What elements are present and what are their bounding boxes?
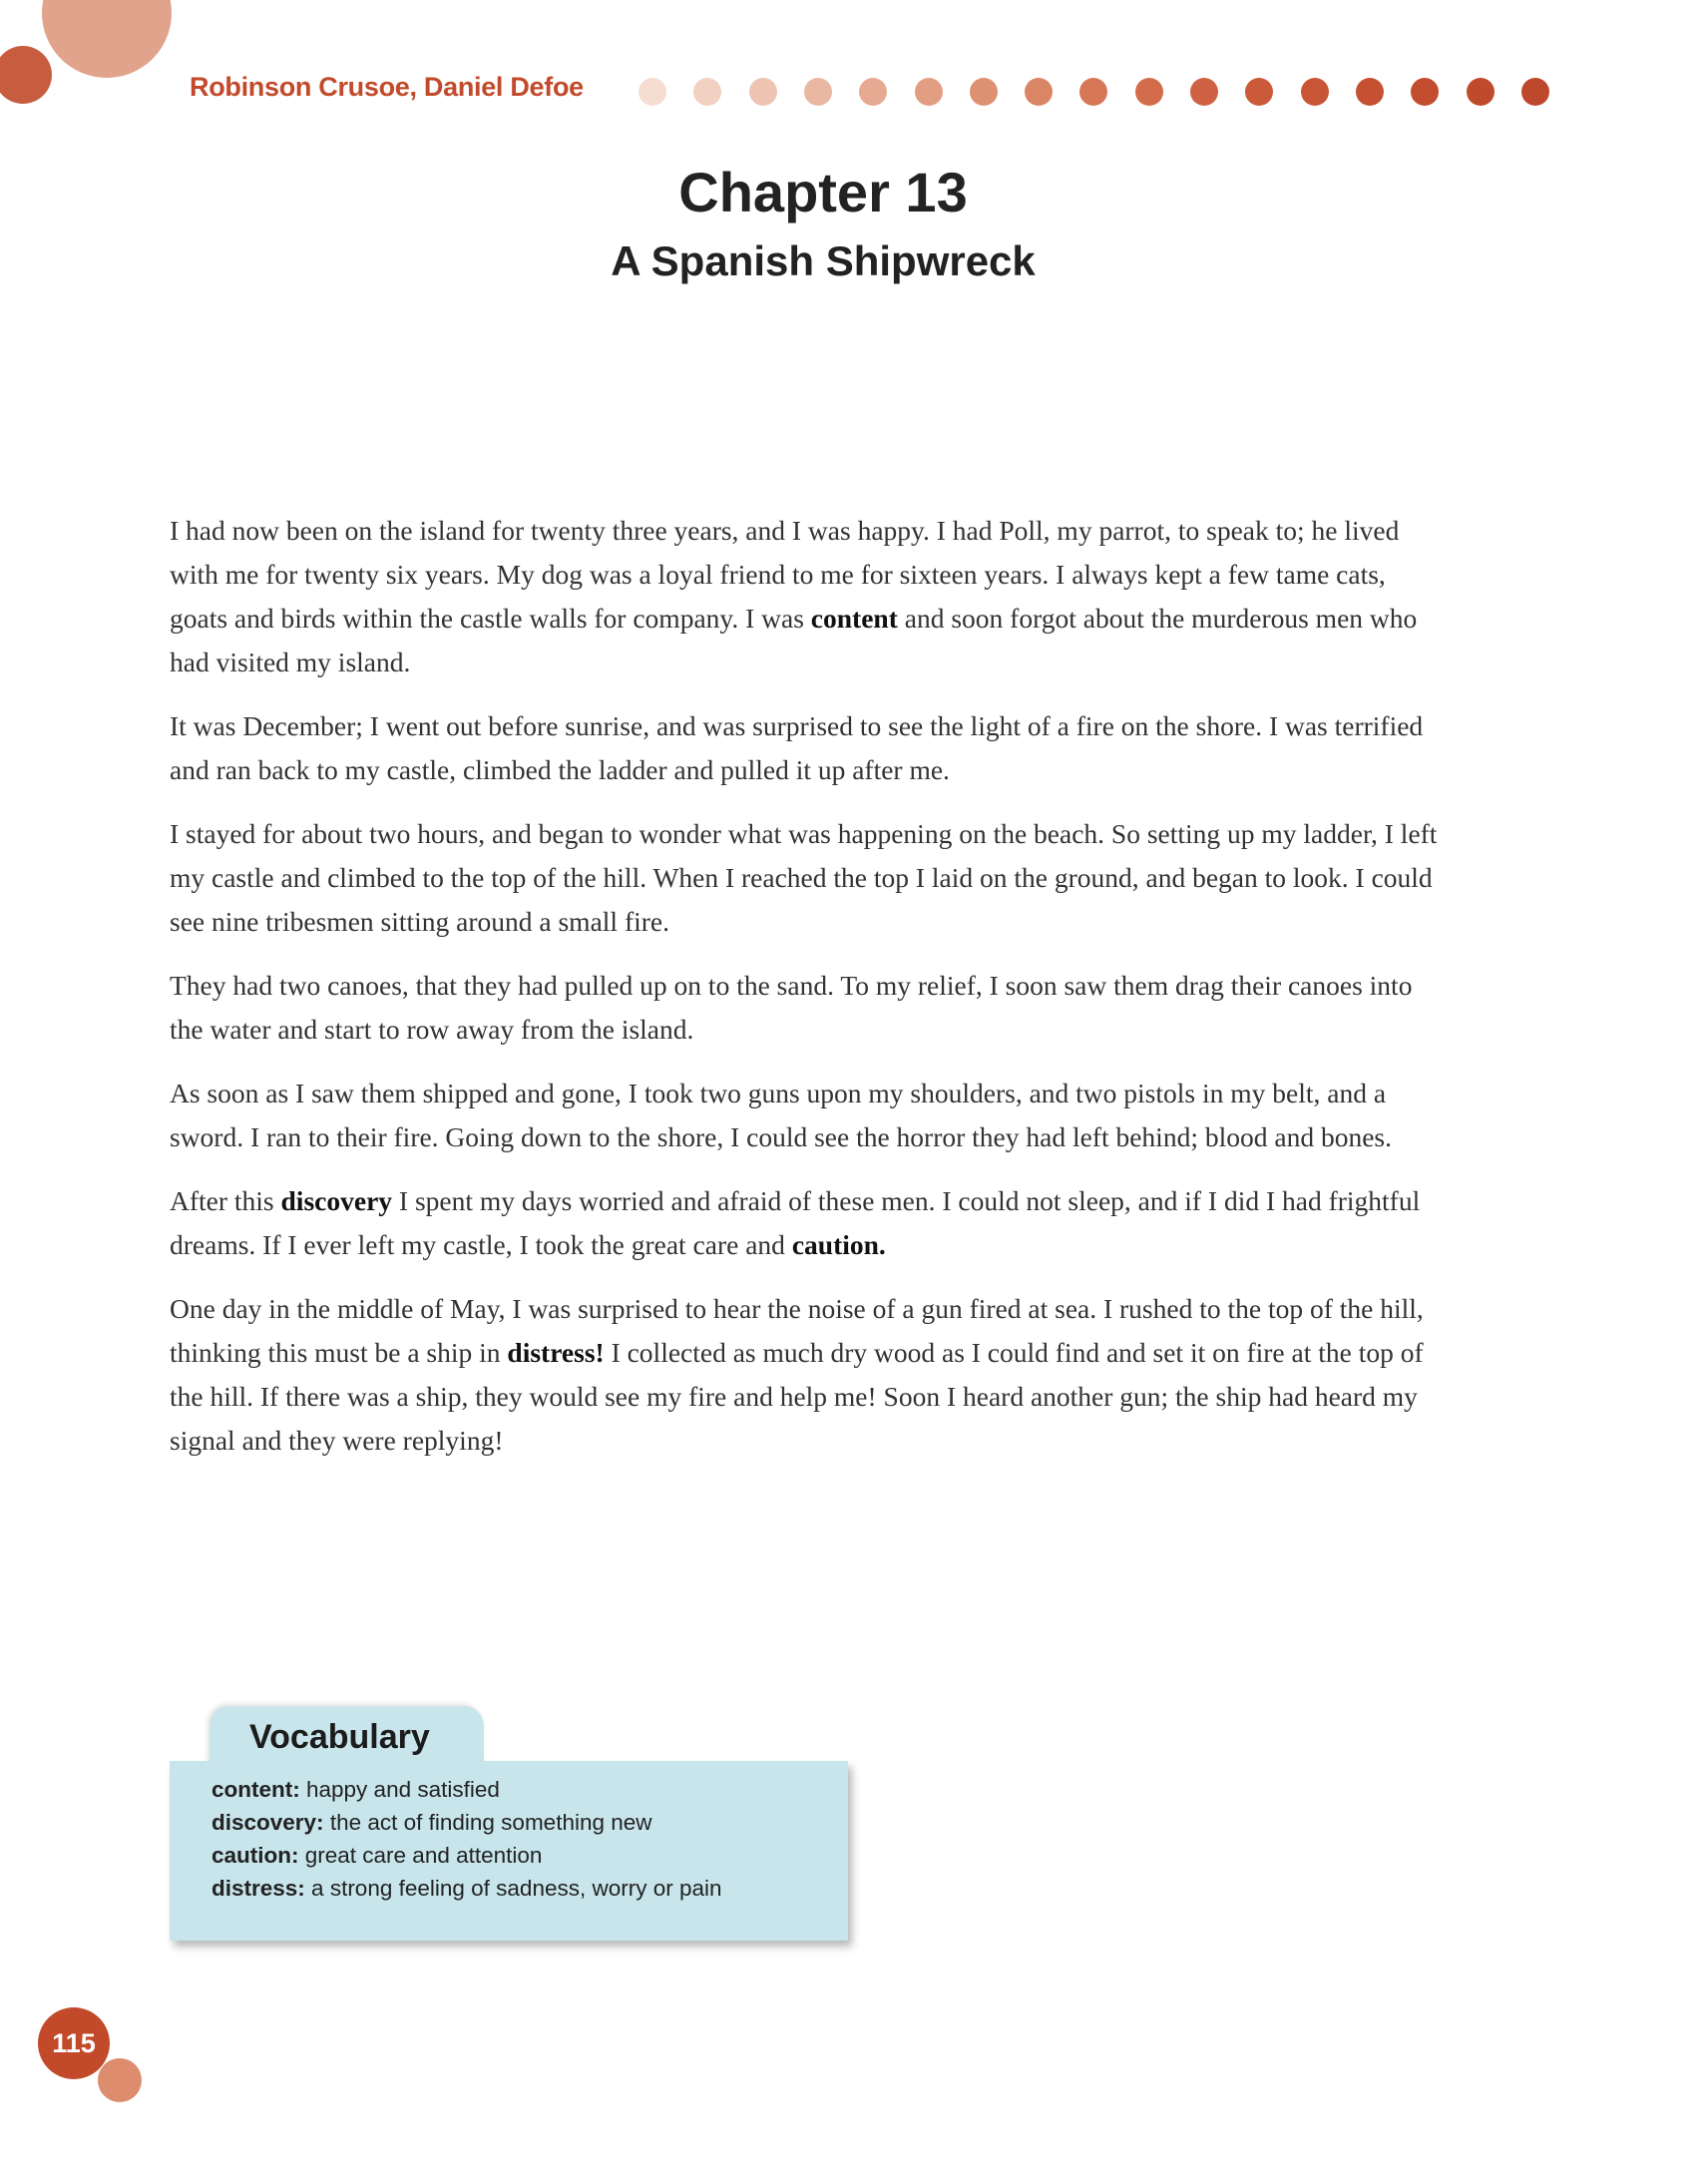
header-dot [859, 78, 887, 106]
header-dot [1411, 78, 1439, 106]
header-dot [1025, 78, 1053, 106]
header-dot [639, 78, 666, 106]
vocabulary-term-highlight: discovery [280, 1185, 393, 1216]
header-dot [1079, 78, 1107, 106]
header-dot [749, 78, 777, 106]
body-text [170, 509, 1447, 1483]
paragraph-text: After this [170, 1185, 281, 1216]
header-dot [915, 78, 943, 106]
paragraph [170, 964, 1447, 1052]
header-dot [1356, 78, 1384, 106]
paragraph-text: I collected as much dry wood as I could find and set it on fire at the top of the hill. If there was a ship, they would see my fire and help me! Soon I heard another gun; the ship had heard my signal and they were replying! [170, 1337, 1424, 1456]
vocabulary-term: distress: [212, 1876, 305, 1901]
paragraph-text: and soon forgot about the murderous men who had visited my island. [170, 603, 1418, 677]
vocabulary-item [212, 1773, 722, 1806]
vocabulary-item [212, 1806, 722, 1839]
vocabulary-definition: a strong feeling of sadness, worry or pain [304, 1876, 722, 1901]
decorative-circle-small [0, 46, 52, 104]
paragraph-text: One day in the middle of May, I was surprised to hear the noise of a gun fired at sea. I rushed to the top of the hill, thinking this must be a ship in [170, 1293, 1424, 1368]
header-dot-row [639, 78, 1556, 108]
paragraph-text: It was December; I went out before sunrise, and was surprised to see the light of a fire on the shore. I was terrified and ran back to my castle, climbed the ladder and pulled it up after me. [170, 710, 1424, 785]
decorative-circle-large [42, 0, 172, 78]
vocabulary-definition: great care and attention [298, 1843, 543, 1868]
vocabulary-term: caution: [212, 1843, 299, 1868]
paragraph-text: I spent my days worried and afraid of these men. I could not sleep, and if I did I had frightful dreams. If I ever left my castle, I took the great care and [170, 1185, 1421, 1260]
header-dot [804, 78, 832, 106]
paragraph-text: As soon as I saw them shipped and gone, I took two guns upon my shoulders, and two pistols in my belt, and a sword. I ran to their fire. Going down to the shore, I could see the horror they had left behind; blood and bones. [170, 1078, 1392, 1152]
paragraph [170, 509, 1447, 684]
vocabulary-definition: happy and satisfied [299, 1777, 500, 1802]
vocabulary-item [212, 1872, 722, 1905]
header-dot [1301, 78, 1329, 106]
paragraph-text: They had two canoes, that they had pulled up on to the sand. To my relief, I soon saw them drag their canoes into the water and start to row away from the island. [170, 970, 1413, 1045]
header-dot [970, 78, 998, 106]
vocabulary-item [212, 1839, 722, 1872]
page-number: 115 [38, 2007, 110, 2079]
chapter-title: Chapter 13 [678, 161, 968, 223]
paragraph-text: I stayed for about two hours, and began to wonder what was happening on the beach. So setting up my ladder, I left my castle and climbed to the top of the hill. When I reached the top I laid on the ground, and began to look. I could see nine tribesmen sitting around a small fire. [170, 818, 1438, 937]
paragraph [170, 704, 1447, 792]
header-dot [1521, 78, 1549, 106]
vocabulary-term-highlight: content [810, 603, 898, 634]
header-dot [1135, 78, 1163, 106]
vocabulary-term: content: [212, 1777, 300, 1802]
vocabulary-term: discovery: [212, 1810, 324, 1835]
vocabulary-title: Vocabulary [249, 1718, 430, 1756]
paragraph [170, 1072, 1447, 1159]
paragraph-text: I had now been on the island for twenty three years, and I was happy. I had Poll, my parrot, to speak to; he lived with me for twenty six years. My dog was a loyal friend to me for sixteen years. I always kept a few tame cats, goats and birds within the castle walls for company. I was [170, 515, 1400, 634]
header-dot [1190, 78, 1218, 106]
vocabulary-definition: the act of finding something new [323, 1810, 652, 1835]
header-dot [1467, 78, 1494, 106]
header-dot [693, 78, 721, 106]
running-head: Robinson Crusoe, Daniel Defoe [190, 72, 584, 102]
vocabulary-term-highlight: caution. [791, 1229, 886, 1260]
paragraph [170, 812, 1447, 944]
vocabulary-list [212, 1773, 722, 1905]
header-dot [1245, 78, 1273, 106]
paragraph [170, 1287, 1447, 1463]
vocabulary-term-highlight: distress! [507, 1337, 605, 1368]
paragraph [170, 1179, 1447, 1267]
decorative-circle-footer [98, 2058, 142, 2102]
chapter-subtitle: A Spanish Shipwreck [611, 237, 1036, 284]
